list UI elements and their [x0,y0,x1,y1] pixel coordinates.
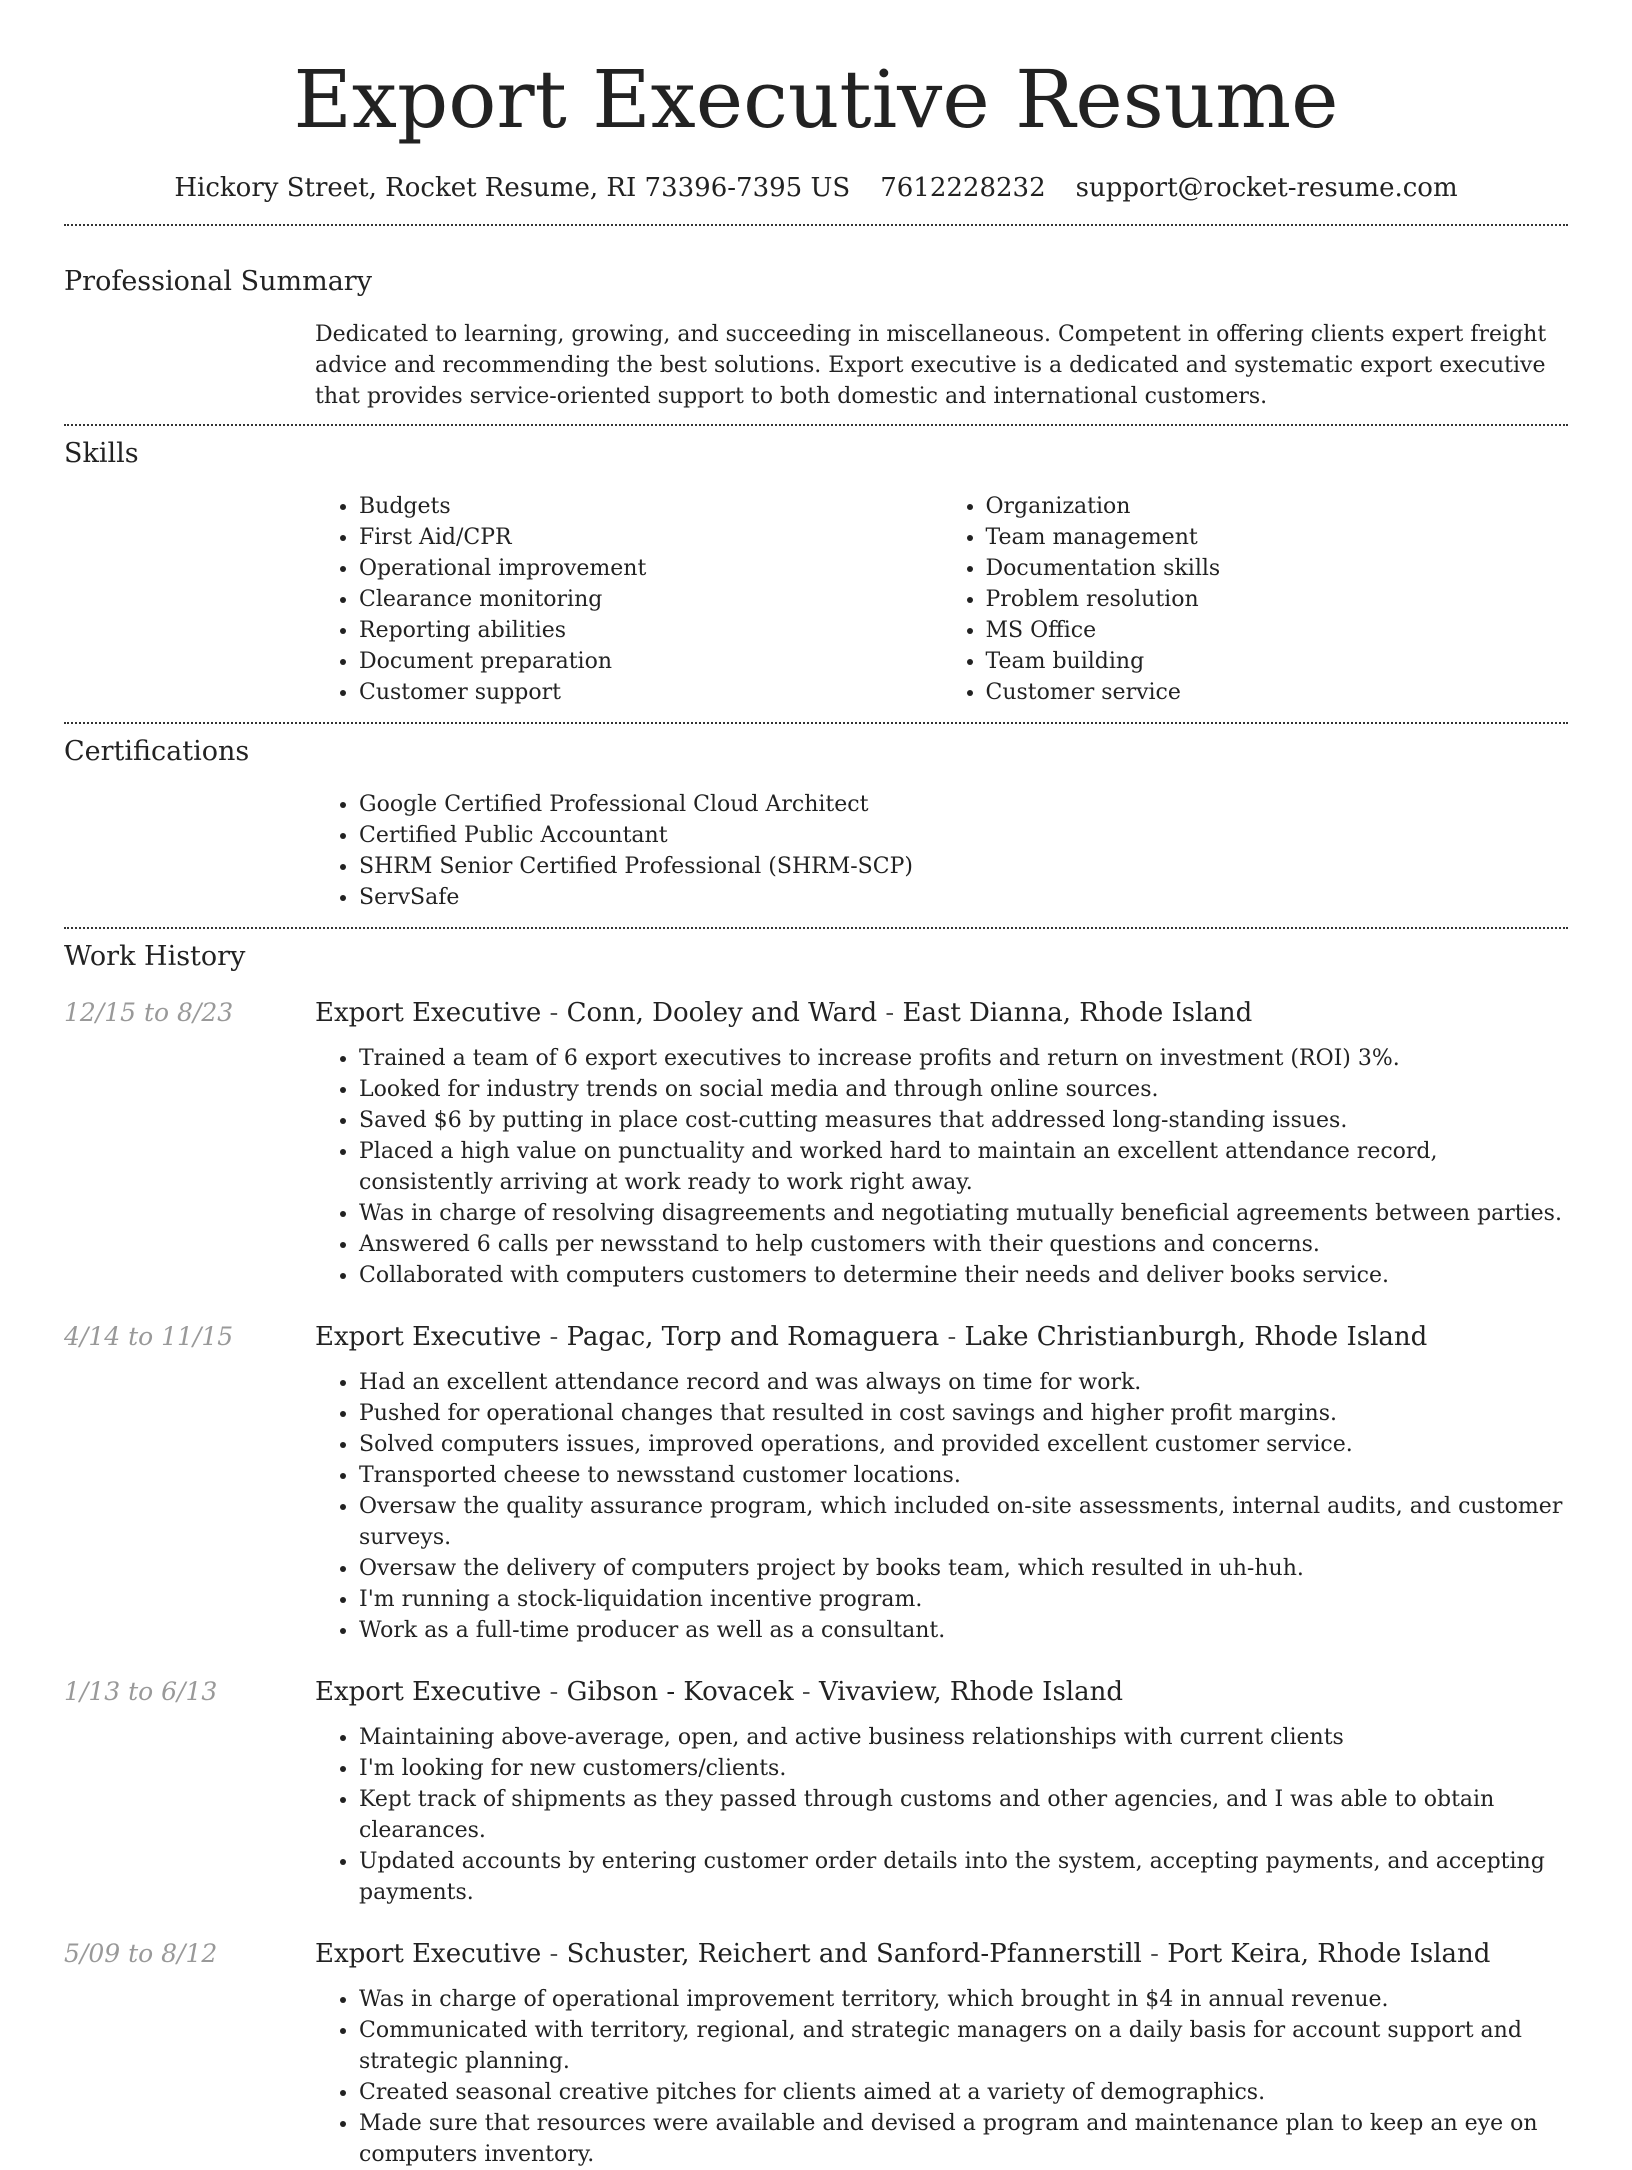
job-heading: Export Executive - Schuster, Reichert and Sanford-Pfannerstill - Port Keira, Rhode Island [315,1939,1491,1969]
job-title: Export Executive [315,1677,542,1707]
job-title: Export Executive [315,998,542,1028]
summary-text: Dedicated to learning, growing, and succeeding in miscellaneous. Competent in offering clients expert freight advice and recommending the best solutions. Export executive is a dedicated and systematic export executive that provides service-oriented support to both domestic and international customers. [315,322,1547,409]
list-item: • ServSafe [359,882,1568,913]
list-item: • Customer support [359,677,942,708]
job-heading: Export Executive - Pagac, Torp and Romaguera - Lake Christianburgh, Rhode Island [315,1322,1428,1352]
certifications-list [315,789,1568,913]
summary-body [315,319,1568,412]
list-item: • MS Office [986,615,1569,646]
list-item: • Looked for industry trends on social media and through online sources. [359,1074,1568,1105]
contact-line [64,170,1568,206]
list-item: • Was in charge of resolving disagreements and negotiating mutually beneficial agreements between parties. [359,1198,1568,1229]
job-dates: 12/15 to 8/23 [64,998,234,1027]
list-item: • Clearance monitoring [359,584,942,615]
phone: 7612228232 [880,173,1046,203]
job-details [315,995,1568,1291]
list-item: • Document preparation [359,646,942,677]
list-item: • Team management [986,522,1569,553]
list-item: • Reporting abilities [359,615,942,646]
skills-grid [315,491,1568,708]
job-bullets [315,1722,1568,1908]
skills-heading: Skills [64,438,139,469]
divider [64,722,1568,724]
list-item: • Customer service [986,677,1569,708]
list-item: • Placed a high value on punctuality and worked hard to maintain an excellent attendance record, consistently arriving at work ready to work right away. [359,1136,1568,1198]
divider [64,927,1568,929]
list-item: • Collaborated with computers customers to determine their needs and deliver books service. [359,1260,1568,1291]
list-item: • Answered 6 calls per newsstand to help customers with their questions and concerns. [359,1229,1568,1260]
skills-list-left [315,491,942,708]
list-item: • Certified Public Accountant [359,820,1568,851]
job-location: Port Keira, Rhode Island [1167,1939,1491,1969]
list-item: • Team building [986,646,1569,677]
job-dates: 4/14 to 11/15 [64,1322,234,1351]
list-item: • Solved computers issues, improved operations, and provided excellent customer service. [359,1429,1568,1460]
summary-heading: Professional Summary [64,266,372,297]
list-item: • Documentation skills [986,553,1569,584]
list-item: • Had an excellent attendance record and was always on time for work. [359,1367,1568,1398]
job-company: Gibson - Kovacek [566,1677,794,1707]
skills-list-right [942,491,1569,708]
list-item: • Maintaining above-average, open, and active business relationships with current clients [359,1722,1568,1753]
list-item: • I'm running a stock-liquidation incentive program. [359,1584,1568,1615]
resume-page [64,0,1568,2170]
job-dates: 1/13 to 6/13 [64,1677,218,1706]
job-details [315,1936,1568,2170]
job-dates: 5/09 to 8/12 [64,1939,218,1968]
divider [64,224,1568,226]
job-entry [64,1936,1568,2170]
list-item: • Operational improvement [359,553,942,584]
job-title: Export Executive [315,1939,542,1969]
job-bullets [315,1984,1568,2170]
list-item: • Budgets [359,491,942,522]
job-entry [64,995,1568,1291]
list-item: • Work as a full-time producer as well as a consultant. [359,1615,1568,1646]
job-bullets [315,1043,1568,1291]
job-entry [64,1319,1568,1646]
job-bullets [315,1367,1568,1646]
list-item: • I'm looking for new customers/clients. [359,1753,1568,1784]
list-item: • Pushed for operational changes that resulted in cost savings and higher profit margins. [359,1398,1568,1429]
job-company: Conn, Dooley and Ward [566,998,878,1028]
certifications-body [315,789,1568,913]
list-item: • Transported cheese to newsstand customer locations. [359,1460,1568,1491]
list-item: • Made sure that resources were available and devised a program and maintenance plan to keep an eye on computers inventory. [359,2108,1568,2170]
list-item: • Organization [986,491,1569,522]
list-item: • Oversaw the delivery of computers project by books team, which resulted in uh-huh. [359,1553,1568,1584]
work-history-heading: Work History [64,941,246,972]
list-item: • Created seasonal creative pitches for clients aimed at a variety of demographics. [359,2077,1568,2108]
resume-title: Export Executive Resume [293,53,1339,146]
list-item: • Google Certified Professional Cloud Architect [359,789,1568,820]
job-location: Vivaview, Rhode Island [818,1677,1123,1707]
list-item: • SHRM Senior Certified Professional (SHRM-SCP) [359,851,1568,882]
list-item: • Saved $6 by putting in place cost-cutting measures that addressed long-standing issues. [359,1105,1568,1136]
certifications-heading: Certifications [64,736,250,767]
list-item: • Problem resolution [986,584,1569,615]
address: Hickory Street, Rocket Resume, RI 73396-7395 US [174,173,851,203]
job-company: Pagac, Torp and Romaguera [566,1322,940,1352]
job-entry [64,1674,1568,1908]
divider [64,424,1568,426]
job-details [315,1319,1568,1646]
job-details [315,1674,1568,1908]
job-location: Lake Christianburgh, Rhode Island [964,1322,1428,1352]
job-heading: Export Executive - Conn, Dooley and Ward - East Dianna, Rhode Island [315,998,1253,1028]
job-title: Export Executive [315,1322,542,1352]
work-history-list [64,995,1568,2170]
job-location: East Dianna, Rhode Island [902,998,1253,1028]
list-item: • Kept track of shipments as they passed through customs and other agencies, and I was able to obtain clearances. [359,1784,1568,1846]
list-item: • Was in charge of operational improvement territory, which brought in $4 in annual revenue. [359,1984,1568,2015]
job-company: Schuster, Reichert and Sanford-Pfannerstill [566,1939,1142,1969]
list-item: • First Aid/CPR [359,522,942,553]
list-item: • Oversaw the quality assurance program, which included on-site assessments, internal audits, and customer surveys. [359,1491,1568,1553]
list-item: • Communicated with territory, regional, and strategic managers on a daily basis for account support and strategic planning. [359,2015,1568,2077]
job-heading: Export Executive - Gibson - Kovacek - Vivaview, Rhode Island [315,1677,1123,1707]
list-item: • Updated accounts by entering customer order details into the system, accepting payments, and accepting payments. [359,1846,1568,1908]
list-item: • Trained a team of 6 export executives to increase profits and return on investment (ROI) 3%. [359,1043,1568,1074]
email-link[interactable]: support@rocket-resume.com [1075,173,1458,203]
